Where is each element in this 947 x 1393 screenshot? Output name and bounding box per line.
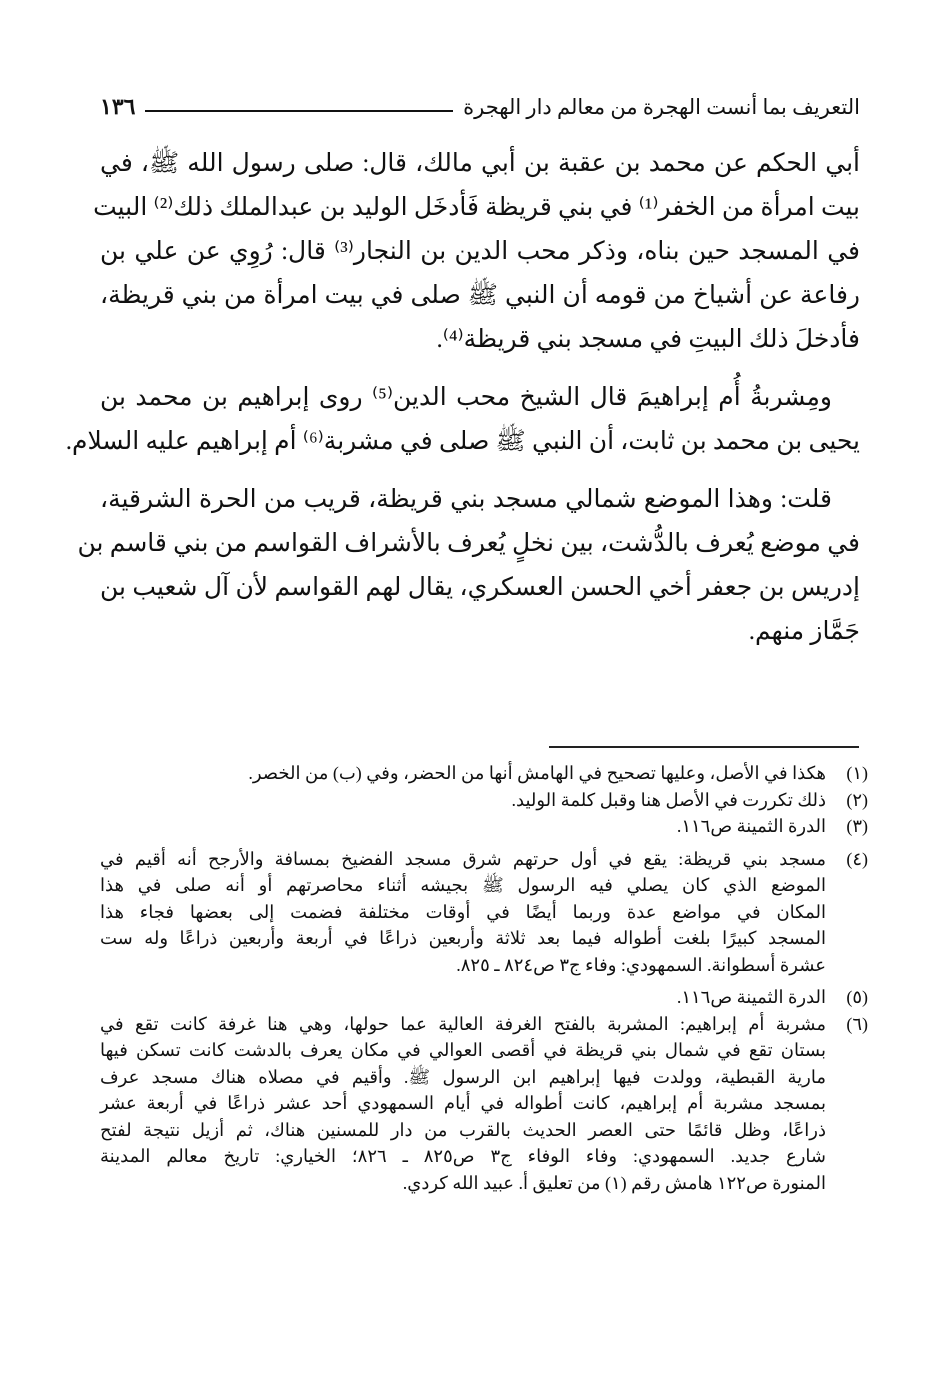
footnote-separator [549, 746, 859, 748]
page-number: ١٣٦ [100, 94, 136, 119]
footnote-line: مشربة أم إبراهيم: المشربة بالفتح الغرفة العالية عما حولها، وهي هنا غرفة كانت تقع في [100, 1013, 826, 1034]
running-title: التعريف بما أنست الهجرة من معالم دار الهجرة [463, 94, 860, 119]
footnote-number: (٤) [846, 848, 868, 869]
text-line: جَمَّاز منهم. [748, 618, 860, 645]
footnote-3 [100, 813, 868, 840]
paragraph-2 [65, 376, 860, 464]
footnote-line: هكذا في الأصل، وعليها تصحيح في الهامش أنها من الحضر، وفي (ب) من الخصر. [248, 763, 826, 783]
footnote-4 [100, 846, 868, 979]
footnote-line: الموضع الذي كان يصلي فيه الرسول ﷺ بجيشه أثناء محاصرتهم أو أنه صلى في هذا [100, 875, 826, 895]
text-line: أبي الحكم عن محمد بن عقبة بن أبي مالك، قال: صلى رسول الله ﷺ، في [100, 150, 860, 177]
footnote-line: المسجد كبيرًا بلغت أطواله فيما بعد ثلاثة وأربعين ذراعًا في أربعة وأربعين ذراعًا وله ست [100, 928, 826, 948]
footnote-line: الدرة الثمينة ص١١٦. [676, 816, 826, 836]
paragraph-3 [77, 478, 860, 654]
footnotes [100, 760, 868, 1196]
footnote-number: (٦) [846, 1013, 868, 1034]
footnote-line: مارية القبطية، وولدت فيها إبراهيم ابن الرسول ﷺ. وأقيم في مصلاه هناك مسجد عرف [100, 1066, 826, 1087]
footnote-line: ذراعًا، وظل قائمًا حتى العصر الحديث بالقرب من دار للمسنين هناك، ثم أزيل نتيجة لفتح [100, 1119, 826, 1140]
text-line: فأدخلَ ذلك البيتِ في مسجد بني قريظة⁽⁴⁾. [436, 326, 860, 353]
footnote-line: عشرة أسطوانة. السمهودي: وفاء ج٣ ص٨٢٤ ـ ٨٢٥. [456, 954, 826, 975]
footnote-line: الدرة الثمينة ص١١٦. [676, 987, 826, 1007]
footnote-5 [100, 984, 868, 1011]
footnote-line: ذلك تكررت في الأصل هنا وقبل كلمة الوليد. [511, 789, 826, 810]
footnote-line: مسجد بني قريظة: يقع في أول حرتهم شرق مسجد الفضيخ بمسافة والأرجح أنه أقيم في [100, 848, 826, 869]
text-line: رفاعة عن أشياخ من قومه أن النبي ﷺ صلى في بيت امرأة من بني قريظة، [100, 282, 860, 309]
footnote-6 [100, 1011, 868, 1197]
text-line: قلت: وهذا الموضع شمالي مسجد بني قريظة، قريب من الحرة الشرقية، [100, 486, 832, 513]
text-line: ومِشربةُ أُم إبراهيمَ قال الشيخ محب الدين⁽⁵⁾ روى إبراهيم بن محمد بن [100, 384, 833, 411]
footnote-2 [100, 787, 868, 814]
text-line: بيت امرأة من الخفر⁽¹⁾ في بني قريظة فَأدخَل الوليد بن عبدالملك ذلك⁽²⁾ البيت [93, 194, 860, 221]
paragraph-gap [100, 464, 860, 478]
footnote-number: (١) [846, 763, 868, 783]
footnote-line: بمسجد مشربة أم إبراهيم، كانت أطواله في أيام السمهودي أحد عشر ذراعًا في أربعة عشر [100, 1093, 826, 1113]
footnote-number: (٥) [846, 987, 868, 1007]
footnote-line: شارع جديد. السمهودي: وفاء الوفاء ج٣ ص٨٢٥ ـ ٨٢٦؛ الخياري: تاريخ معالم المدينة [100, 1146, 826, 1166]
footnote-number: (٢) [846, 789, 868, 810]
text-line: يحيى بن محمد بن ثابت، أن النبي ﷺ صلى في مشربة⁽⁶⁾ أم إبراهيم عليه السلام. [65, 428, 860, 455]
footnote-line: بستان تقع في شمال بني قريظة في أقصى العوالي في مكان يعرف بالدشت كانت تسكن فيها [100, 1040, 826, 1060]
text-line: إدريس بن جعفر أخي الحسن العسكري، يقال لهم القواسم لأن آل شعيب بن [100, 574, 860, 601]
paragraph-1 [93, 142, 860, 362]
footnote-number: (٣) [846, 816, 868, 836]
footnote-line: المكان في مواضع عدة وربما أيضًا في أوقات مختلفة فضمت إلى بعضها فجاء هذا [100, 901, 826, 922]
paragraph-gap [100, 362, 860, 376]
footnote-line: المنورة ص١٢٢ هامش رقم (١) من تعليق أ. عبيد الله كردي. [402, 1172, 826, 1193]
header-rule [145, 110, 453, 112]
text-line: في المسجد حين بناه، وذكر محب الدين بن النجار⁽³⁾ قال: رُوِي عن علي بن [100, 238, 860, 265]
running-header [100, 92, 860, 122]
footnote-1 [100, 760, 868, 787]
text-line: في موضع يُعرف بالدُّشت، بين نخلٍ يُعرف بالأشراف القواسم من بني قاسم بن [77, 530, 860, 557]
main-text [65, 142, 860, 654]
